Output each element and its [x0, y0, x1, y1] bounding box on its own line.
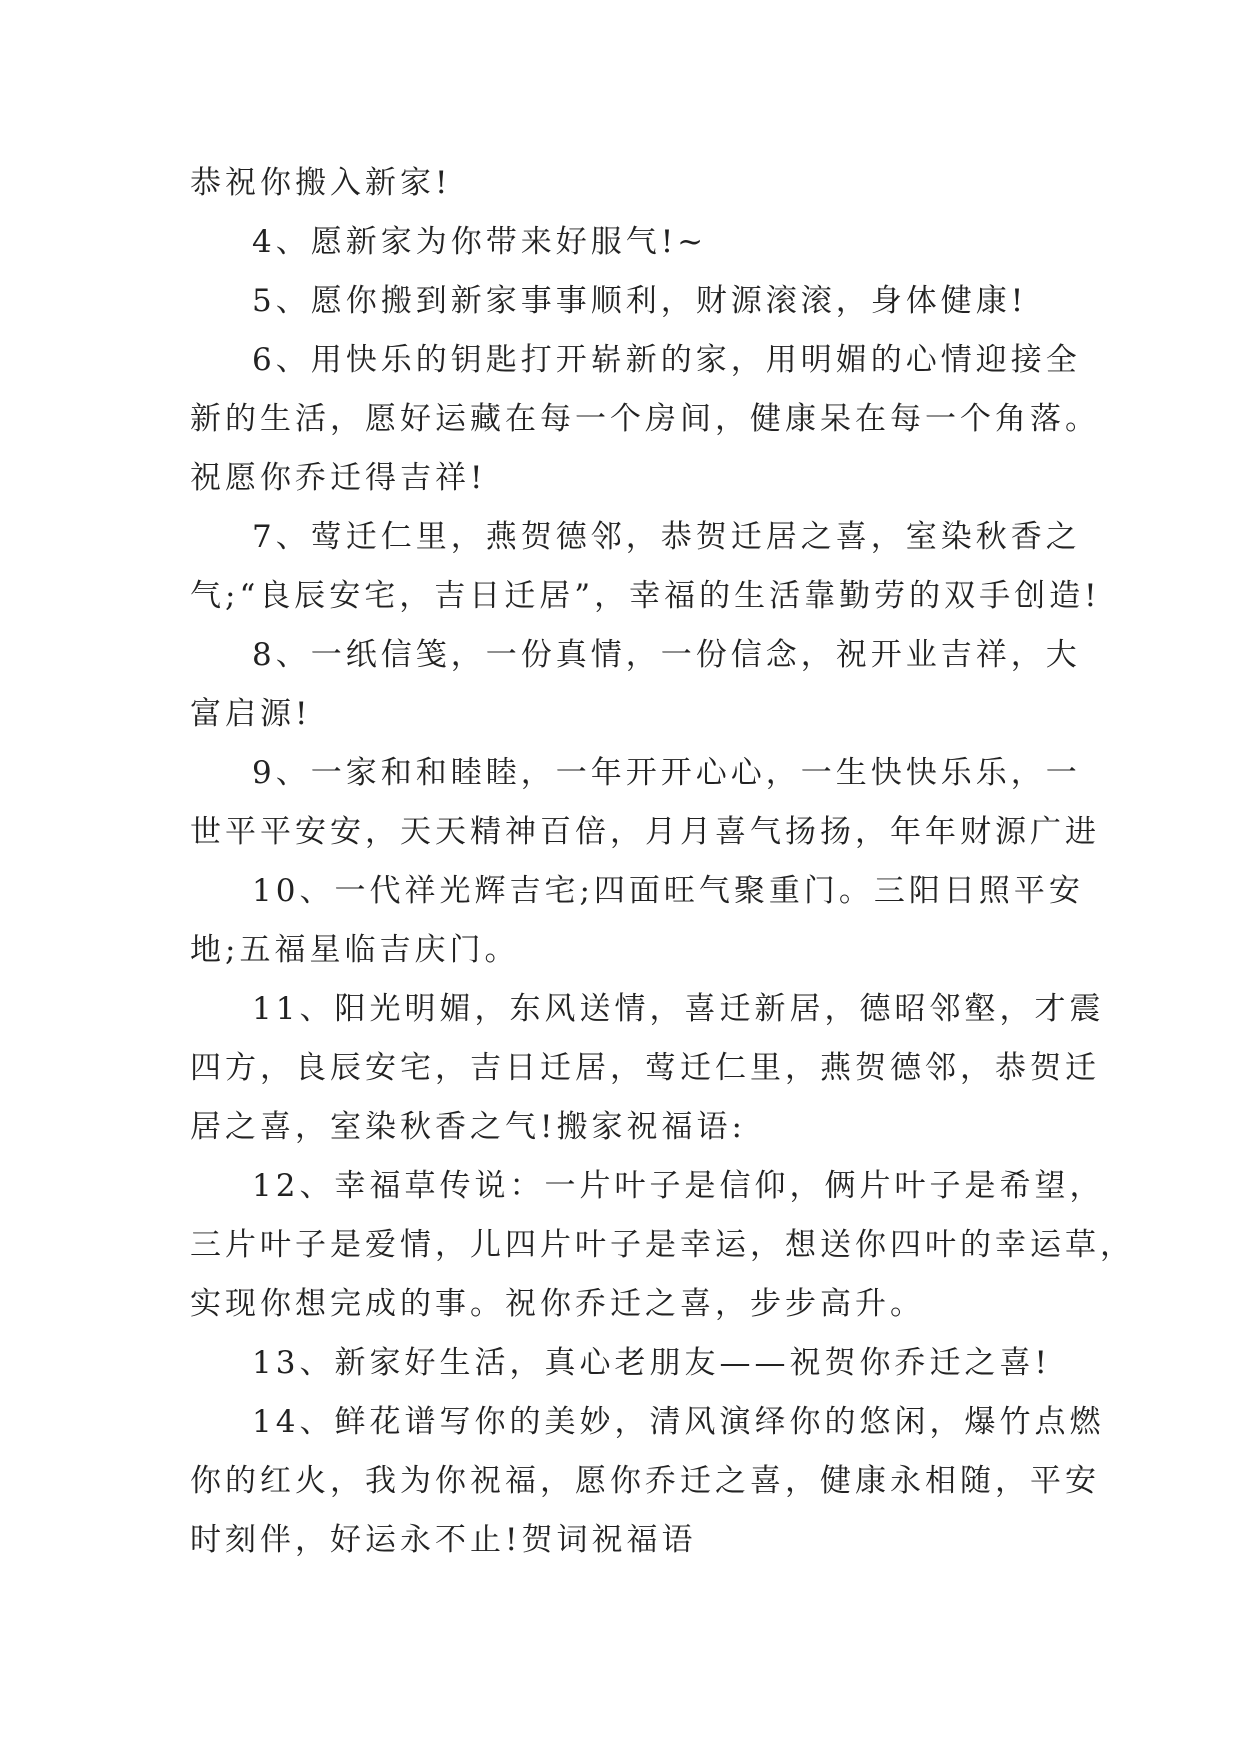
text-line: 祝愿你乔迁得吉祥!	[190, 460, 487, 496]
text-line: 三片叶子是爱情，儿四片叶子是幸运，想送你四叶的幸运草，	[190, 1227, 1135, 1263]
text-line: 13、新家好生活，真心老朋友——祝贺你乔迁之喜!	[252, 1345, 1051, 1381]
text-line: 9、一家和和睦睦，一年开开心心，一生快快乐乐，一	[252, 755, 1081, 791]
text-line: 新的生活，愿好运藏在每一个房间，健康呆在每一个角落。	[190, 401, 1100, 437]
text-line: 7、莺迁仁里，燕贺德邻，恭贺迁居之喜，室染秋香之	[252, 519, 1081, 555]
text-line: 世平平安安，天天精神百倍，月月喜气扬扬，年年财源广进	[190, 814, 1100, 850]
text-line: 富启源!	[190, 696, 312, 732]
text-line: 6、用快乐的钥匙打开崭新的家，用明媚的心情迎接全	[252, 342, 1081, 378]
text-line: 恭祝你搬入新家!	[190, 165, 452, 201]
text-line: 4、愿新家为你带来好服气!~	[252, 224, 708, 260]
text-line: 5、愿你搬到新家事事顺利，财源滚滚，身体健康!	[252, 283, 1028, 319]
text-line: 实现你想完成的事。祝你乔迁之喜，步步高升。	[190, 1286, 925, 1322]
text-line: 11、阳光明媚，东风送情，喜迁新居，德昭邻壑，才震	[252, 991, 1105, 1027]
text-line: 12、幸福草传说：一片叶子是信仰，俩片叶子是希望，	[252, 1168, 1105, 1204]
text-line: 居之喜，室染秋香之气!搬家祝福语:	[190, 1109, 746, 1145]
text-line: 8、一纸信笺，一份真情，一份信念，祝开业吉祥，大	[252, 637, 1081, 673]
text-line: 10、一代祥光辉吉宅;四面旺气聚重门。三阳日照平安	[252, 873, 1084, 909]
text-line: 你的红火，我为你祝福，愿你乔迁之喜，健康永相随，平安	[190, 1463, 1100, 1499]
text-line: 地;五福星临吉庆门。	[190, 932, 520, 968]
text-line: 时刻伴，好运永不止!贺词祝福语	[190, 1522, 697, 1558]
text-line: 14、鲜花谱写你的美妙，清风演绎你的悠闲，爆竹点燃	[252, 1404, 1105, 1440]
text-line: 四方，良辰安宅，吉日迁居，莺迁仁里，燕贺德邻，恭贺迁	[190, 1050, 1100, 1086]
text-line: 气;“良辰安宅，吉日迁居”，幸福的生活靠勤劳的双手创造!	[190, 578, 1101, 614]
